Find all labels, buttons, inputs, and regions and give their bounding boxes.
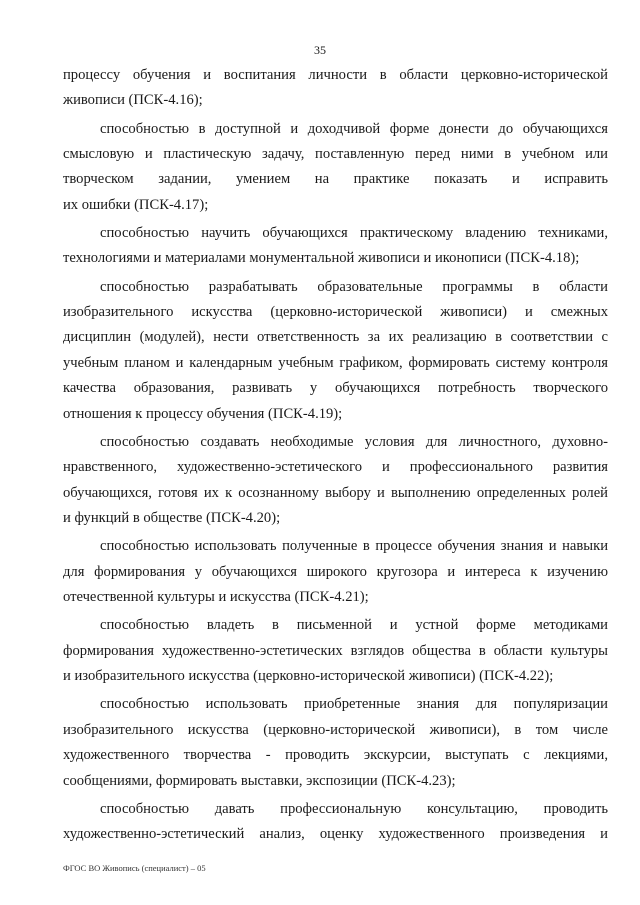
paragraph [63, 430, 608, 532]
text-line: технологиями и материалами монументальной живописи и иконописи (ПСК-4.18); [63, 250, 580, 267]
text-line: способностью использовать полученные в процессе обучения знания и навыки [100, 538, 608, 555]
text-line: их ошибки (ПСК-4.17); [63, 196, 209, 213]
text-line: дисциплин (модулей), нести ответственность за их реализацию в соответствии с [63, 329, 608, 346]
text-line: способностью в доступной и доходчивой форме донести до обучающихся [100, 120, 608, 137]
text-line: сообщениями, формировать выставки, экспозиции (ПСК-4.23); [63, 772, 456, 789]
text-line: живописи (ПСК-4.16); [63, 92, 203, 109]
paragraph [63, 534, 608, 610]
text-line: способностью давать профессиональную консультацию, проводить [100, 800, 608, 817]
text-line: художественного творчества - проводить экскурсии, выступать с лекциями, [63, 747, 608, 764]
paragraph [63, 613, 608, 689]
text-line: отношения к процессу обучения (ПСК-4.19); [63, 405, 343, 422]
text-line: смысловую и пластическую задачу, поставленную перед ними в учебном или [63, 146, 608, 163]
text-line: художественно-эстетический анализ, оценку художественного произведения и [63, 826, 608, 843]
text-line: качества образования, развивать у обучающихся потребность творческого [63, 380, 608, 397]
paragraph [63, 117, 608, 219]
text-line: способностью создавать необходимые условия для личностного, духовно- [100, 433, 608, 450]
text-line: учебным планом и календарным учебным графиком, формировать систему контроля [63, 354, 608, 371]
paragraph [63, 63, 608, 114]
text-line: для формирования у обучающихся широкого кругозора и интереса к изучению [63, 563, 608, 580]
paragraph [63, 797, 608, 848]
text-line: способностью владеть в письменной и устной форме методиками [100, 617, 608, 634]
text-line: творческом задании, умением на практике показать и исправить [63, 171, 608, 188]
page-number: 35 [314, 43, 326, 57]
text-line: и функций в обществе (ПСК-4.20); [63, 510, 281, 527]
text-line: изобразительного искусства (церковно-исторической живописи) и смежных [63, 304, 608, 321]
text-line: нравственного, художественно-эстетического и профессионального развития [63, 459, 608, 476]
paragraph [63, 221, 608, 272]
paragraph [63, 692, 608, 794]
body-text [63, 63, 608, 850]
text-line: способностью научить обучающихся практическому владению техниками, [100, 225, 608, 242]
text-line: и изобразительного искусства (церковно-исторической живописи) (ПСК-4.22); [63, 668, 554, 685]
text-line: изобразительного искусства (церковно-исторической живописи), в том числе [63, 721, 608, 738]
text-line: обучающихся, готовя их к осознанному выбору и выполнению определенных ролей [63, 484, 608, 501]
text-line: процессу обучения и воспитания личности в области церковно-исторической [63, 67, 608, 83]
text-line: способностью использовать приобретенные знания для популяризации [100, 696, 608, 713]
text-line: отечественной культуры и искусства (ПСК-4.21); [63, 589, 369, 606]
page-footer: ФГОС ВО Живопись (специалист) – 05 [63, 863, 206, 873]
paragraph [63, 275, 608, 427]
text-line: способностью разрабатывать образовательные программы в области [100, 278, 608, 295]
text-line: формирования художественно-эстетических взглядов общества в области культуры [63, 642, 608, 659]
